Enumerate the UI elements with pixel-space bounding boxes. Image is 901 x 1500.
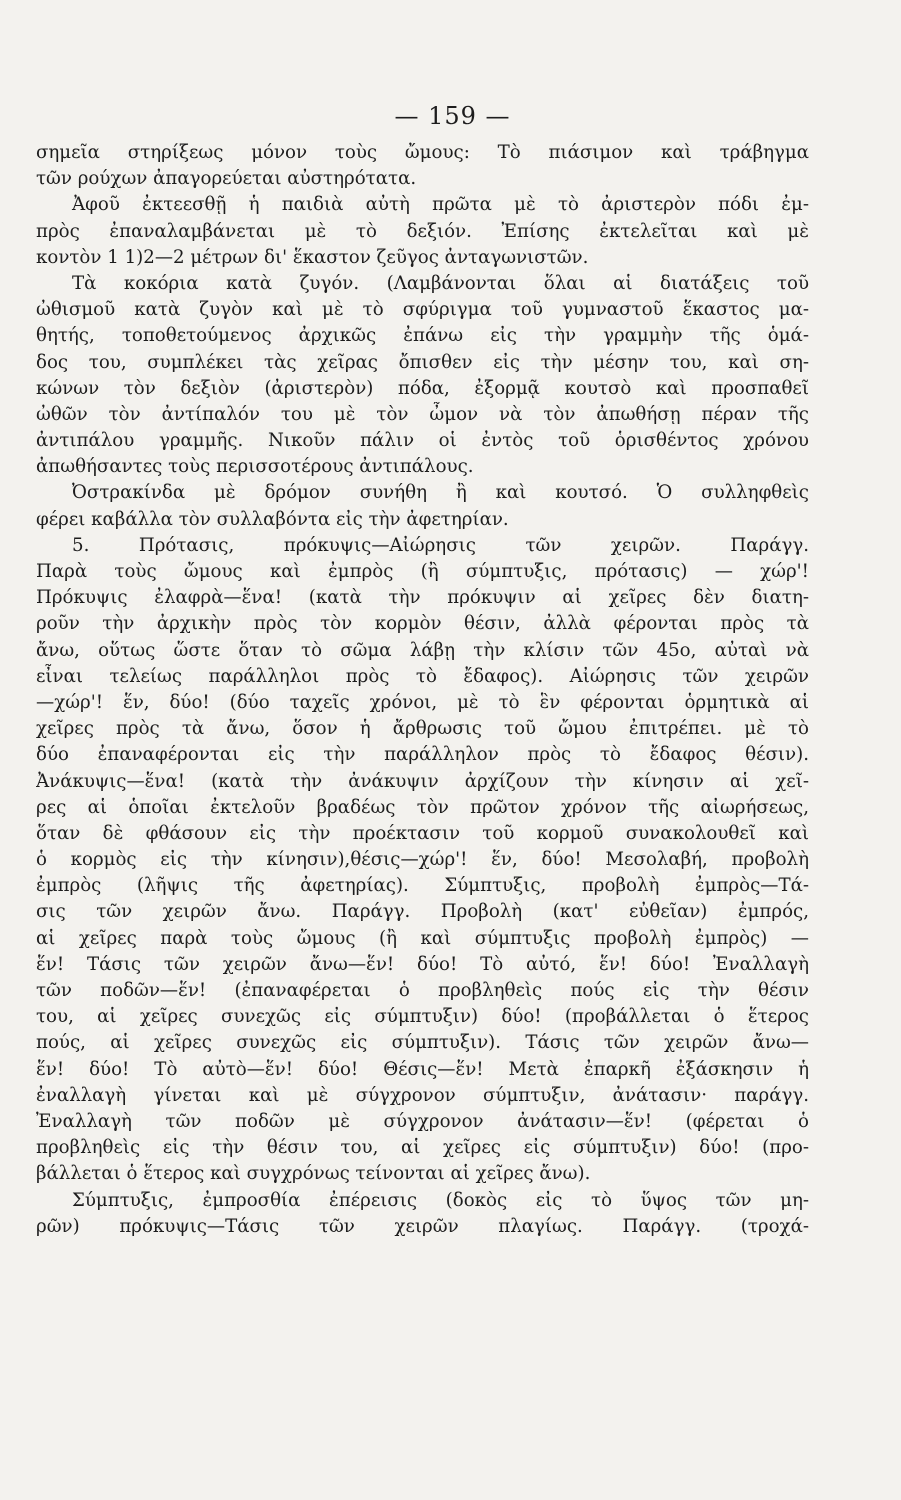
- text-line: εἶναι τελείως παράλληλοι πρὸς τὸ ἔδαφος). Αἰώρησις τῶν χειρῶν: [36, 665, 809, 687]
- text-line: ρῶν) πρόκυψις—Τάσις τῶν χειρῶν πλαγίως. Παράγγ. (τροχά-: [36, 1215, 809, 1237]
- text-line: σις τῶν χειρῶν ἄνω. Παράγγ. Προβολὴ (κατ' εὐθεῖαν) ἐμπρός,: [36, 901, 809, 923]
- text-line: κώνων τὸν δεξιὸν (ἀριστερὸν) πόδα, ἐξορμᾷ κουτσὸ καὶ προσπαθεῖ: [36, 377, 809, 399]
- text-line: ἐναλλαγὴ γίνεται καὶ μὲ σύγχρονον σύμπτυξιν, ἀνάτασιν· παράγγ.: [36, 1084, 809, 1106]
- text-line: —χώρ'! ἕν, δύο! (δύο ταχεῖς χρόνοι, μὲ τὸ ἓν φέρονται ὁρμητικὰ αἱ: [36, 691, 809, 713]
- text-line: δύο ἐπαναφέρονται εἰς τὴν παράλληλον πρὸς τὸ ἔδαφος θέσιν).: [36, 744, 809, 766]
- text-line: σημεῖα στηρίξεως μόνον τοὺς ὤμους: Τὸ πιάσιμον καὶ τράβηγμα: [36, 142, 809, 163]
- text-line: Ὀστρακίνδα μὲ δρόμον συνήθη ἢ καὶ κουτσό. Ὁ συλληφθεὶς: [72, 482, 809, 504]
- text-line: κοντὸν 1 1)2—2 μέτρων δι' ἕκαστον ζεῦγος ἀνταγωνιστῶν.: [36, 246, 589, 268]
- text-line: τῶν ποδῶν—ἕν! (ἐπαναφέρεται ὁ προβληθεὶς πούς εἰς τὴν θέσιν: [36, 980, 809, 1001]
- text-line: δος του, συμπλέκει τὰς χεῖρας ὄπισθεν εἰς τὴν μέσην του, καὶ ση-: [36, 351, 809, 373]
- text-line: ροῦν τὴν ἀρχικὴν πρὸς τὸν κορμὸν θέσιν, ἀλλὰ φέρονται πρὸς τὰ: [36, 613, 809, 635]
- text-line: Παρὰ τοὺς ὤμους καὶ ἐμπρὸς (ἢ σύμπτυξις, πρότασις) — χώρ'!: [36, 561, 809, 582]
- text-line: ἀντιπάλου γραμμῆς. Νικοῦν πάλιν οἱ ἐντὸς τοῦ ὁρισθέντος χρόνου: [36, 430, 809, 452]
- text-line: Ἐναλλαγὴ τῶν ποδῶν μὲ σύγχρονον ἀνάτασιν—ἕν! (φέρεται ὁ: [36, 1110, 809, 1132]
- text-line: του, αἱ χεῖρες συνεχῶς εἰς σύμπτυξιν) δύο! (προβάλλεται ὁ ἕτερος: [36, 1006, 809, 1028]
- text-line: ἕν! Τάσις τῶν χειρῶν ἄνω—ἕν! δύο! Τὸ αὐτό, ἕν! δύο! Ἐναλλαγὴ: [36, 953, 809, 975]
- text-line: ρες αἱ ὁποῖαι ἐκτελοῦν βραδέως τὸν πρῶτον χρόνον τῆς αἰωρήσεως,: [36, 796, 809, 818]
- text-line: 5. Πρότασις, πρόκυψις—Αἰώρησις τῶν χειρῶν. Παράγγ.: [72, 534, 809, 556]
- text-line: τῶν ρούχων ἀπαγορεύεται αὐστηρότατα.: [36, 168, 417, 190]
- text-line: ὠθῶν τὸν ἀντίπαλόν του μὲ τὸν ὦμον νὰ τὸν ἀπωθήσῃ πέραν τῆς: [36, 403, 809, 425]
- text-line: Ἀνάκυψις—ἕνα! (κατὰ τὴν ἀνάκυψιν ἀρχίζουν τὴν κίνησιν αἱ χεῖ-: [36, 770, 809, 792]
- text-line: θητής, τοποθετούμενος ἀρχικῶς ἐπάνω εἰς τὴν γραμμὴν τῆς ὁμά-: [36, 325, 809, 347]
- page-number: — 159 —: [394, 102, 511, 130]
- text-line: ἐμπρὸς (λῆψις τῆς ἀφετηρίας). Σύμπτυξις, προβολὴ ἐμπρὸς—Τά-: [36, 875, 809, 897]
- text-line: ὅταν δὲ φθάσουν εἰς τὴν προέκτασιν τοῦ κορμοῦ συνακολουθεῖ καὶ: [36, 822, 809, 844]
- text-line: αἱ χεῖρες παρὰ τοὺς ὤμους (ἢ καὶ σύμπτυξις προβολὴ ἐμπρὸς) —: [36, 927, 809, 949]
- text-line: Πρόκυψις ἐλαφρὰ—ἕνα! (κατὰ τὴν πρόκυψιν αἱ χεῖρες δὲν διατη-: [36, 587, 809, 609]
- text-line: ἕν! δύο! Τὸ αὐτὸ—ἕν! δύο! Θέσις—ἕν! Μετὰ ἐπαρκῆ ἐξάσκησιν ἡ: [36, 1058, 809, 1080]
- text-line: πούς, αἱ χεῖρες συνεχῶς εἰς σύμπτυξιν). Τάσις τῶν χειρῶν ἄνω—: [36, 1032, 809, 1054]
- body-text: [36, 140, 809, 1240]
- text-line: ὠθισμοῦ κατὰ ζυγὸν καὶ μὲ τὸ σφύριγμα τοῦ γυμναστοῦ ἕκαστος μα-: [36, 299, 809, 321]
- text-line: φέρει καβάλλα τὸν συλλαβόντα εἰς τὴν ἀφετηρίαν.: [36, 508, 509, 530]
- text-line: ἄνω, οὕτως ὥστε ὅταν τὸ σῶμα λάβῃ τὴν κλίσιν τῶν 45ο, αὐταὶ νὰ: [36, 639, 809, 661]
- text-line: προβληθεὶς εἰς τὴν θέσιν του, αἱ χεῖρες εἰς σύμπτυξιν) δύο! (προ-: [36, 1137, 809, 1159]
- text-line: πρὸς ἐπαναλαμβάνεται μὲ τὸ δεξιόν. Ἐπίσης ἐκτελεῖται καὶ μὲ: [36, 220, 809, 242]
- text-line: ἀπωθήσαντες τοὺς περισσοτέρους ἀντιπάλους.: [36, 456, 474, 478]
- text-line: ὁ κορμὸς εἰς τὴν κίνησιν),θέσις—χώρ'! ἕν, δύο! Μεσολαβή, προβολὴ: [36, 849, 809, 871]
- text-line: Σύμπτυξις, ἐμπροσθία ἐπέρεισις (δοκὸς εἰς τὸ ὕψος τῶν μη-: [72, 1189, 809, 1211]
- text-line: Τὰ κοκόρια κατὰ ζυγόν. (Λαμβάνονται ὅλαι αἱ διατάξεις τοῦ: [72, 272, 809, 294]
- text-line: χεῖρες πρὸς τὰ ἄνω, ὅσον ἡ ἄρθρωσις τοῦ ὤμου ἐπιτρέπει. μὲ τὸ: [36, 718, 809, 740]
- text-line: Ἀφοῦ ἐκτεεσθῇ ἡ παιδιὰ αὐτὴ πρῶτα μὲ τὸ ἀριστερὸν πόδι ἐμ-: [72, 194, 809, 216]
- text-line: βάλλεται ὁ ἕτερος καὶ συγχρόνως τείνονται αἱ χεῖρες ἄνω).: [36, 1163, 591, 1185]
